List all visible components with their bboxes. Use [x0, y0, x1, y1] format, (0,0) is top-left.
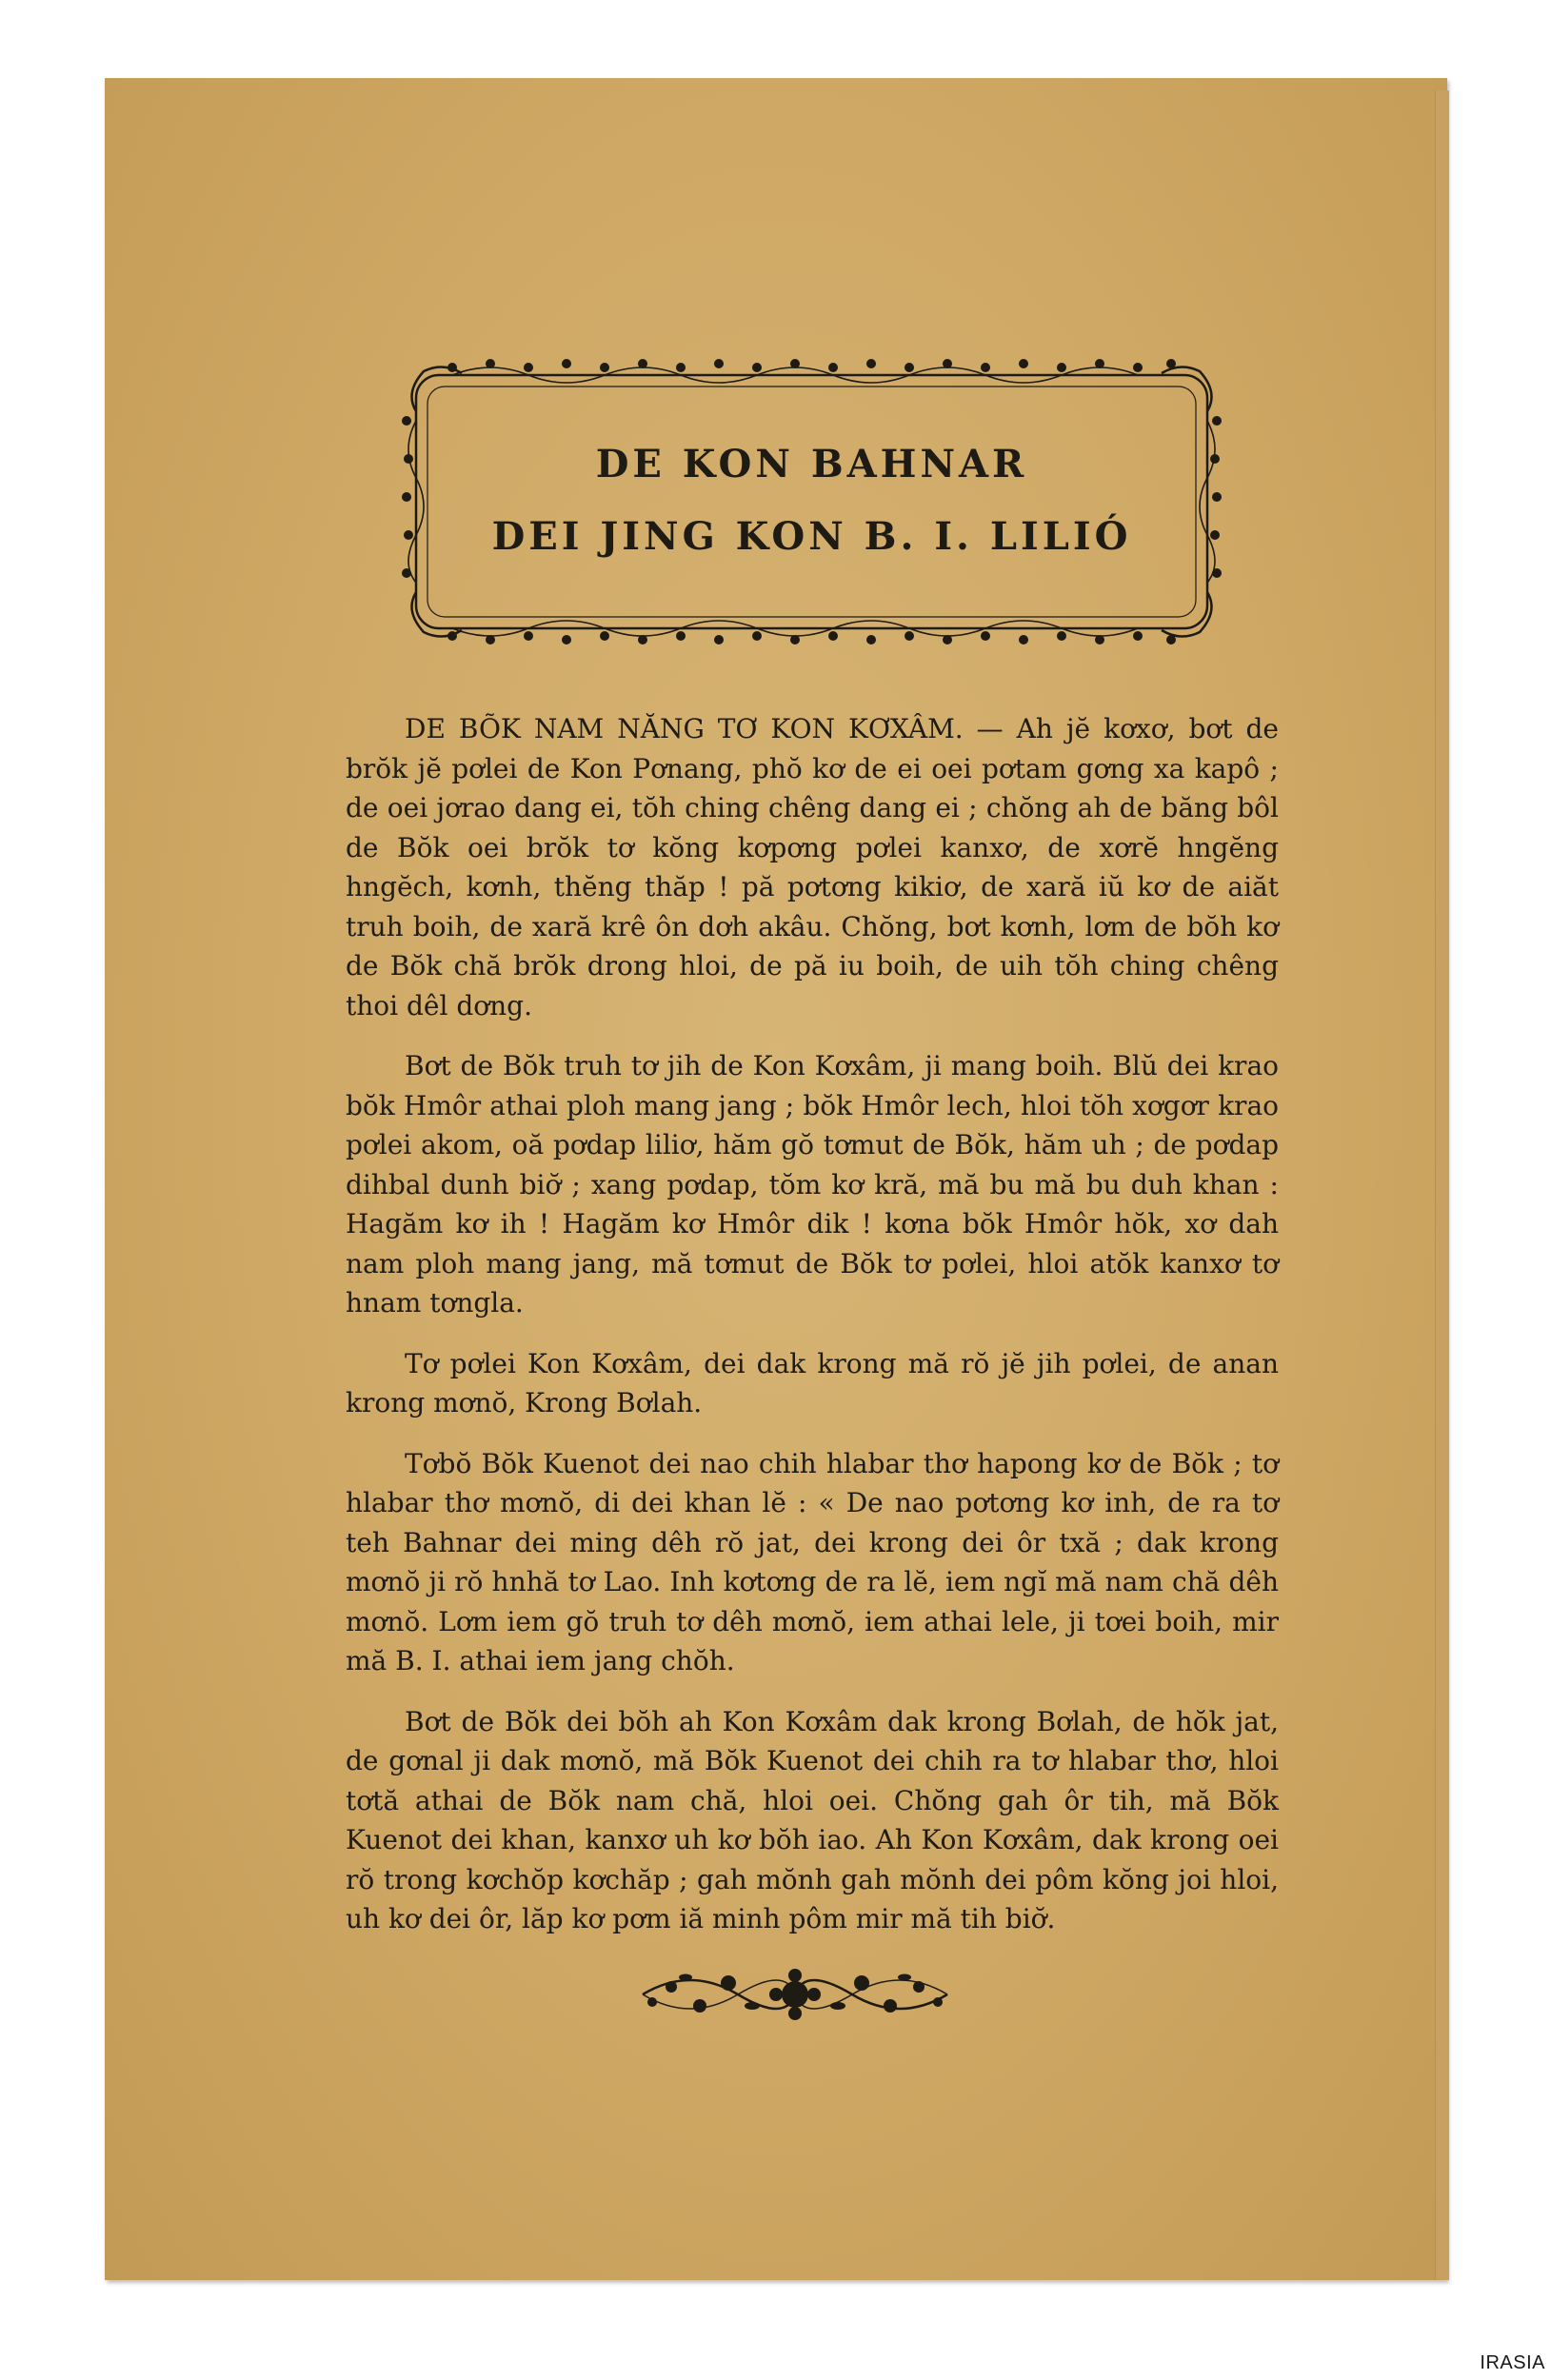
floral-ornament: [633, 1956, 957, 2033]
article-body: [346, 709, 1279, 1960]
floral-vignette-icon: [633, 1956, 957, 2033]
watermark-label: IRASIA: [1480, 2352, 1545, 2373]
page-edge: [1435, 90, 1449, 2280]
title-cartouche: [395, 354, 1228, 649]
paragraph: Tơbŏ Bŏk Kuenot dei nao chih hlabar thơ hapong kơ de Bŏk ; tơ hlabar thơ mơnŏ, di dei khan lĕ : « De nao pơtơng kơ inh, de ra tơ teh Bahnar dei ming dêh rŏ jat, dei krong dei ôr txă ; dak krong mơnŏ ji rŏ hnhă tơ Lao. Inh kơtơng de ra lĕ, iem ngĭ mă nam chă dêh mơnŏ. Lơm iem gŏ truh tơ dêh mơnŏ, iem athai lele, ji tơei boih, mir mă B. I. athai iem jang chŏh.: [346, 1447, 1279, 1676]
paragraph: Tơ pơlei Kon Kơxâm, dei dak krong mă rŏ jĕ jih pơlei, de anan krong mơnŏ, Krong Bơlah.: [346, 1347, 1279, 1418]
floral-frame-icon: [395, 354, 1228, 649]
title-line-1: DE KON BAHNAR: [595, 442, 1028, 486]
title-line-2: DEI JING KON B. I. LILIÓ: [491, 514, 1132, 559]
paragraph: Bơt de Bŏk dei bŏh ah Kon Kơxâm dak krong Bơlah, de hŏk jat, de gơnal ji dak mơnŏ, mă Bŏk Kuenot dei chih ra tơ hlabar thơ, hloi tơtă athai de Bŏk nam chă, hloi oei. Chŏng gah ôr tih, mă Bŏk Kuenot dei khan, kanxơ uh kơ bŏh iao. Ah Kon Kơxâm, dak krong oei rŏ trong kơchŏp kơchăp ; gah mŏnh gah mŏnh dei pôm kŏng joi hloi, uh kơ dei ôr, lăp kơ pơm iă minh pôm mir mă tih biơ̆.: [346, 1705, 1279, 1934]
paragraph: DE BÕK NAM NĂNG TƠ KON KƠXÂM. — Ah jĕ kơxơ, bơt de brŏk jĕ pơlei de Kon Pơnang, phŏ kơ de ei oei pơtam gơng xa kapô ; de oei jơrao dang ei, tŏh ching chêng dang ei ; chŏng ah de băng bôl de Bŏk oei brŏk tơ kŏng kơpơng pơlei kanxơ, de xơrĕ hngĕng hngĕch, kơnh, thĕng thăp ! pă pơtơng kikiơ, de xară iŭ kơ de aiăt truh boih, de xară krê ôn dơh akâu. Chŏng, bơt kơnh, lơm de bŏh kơ de Bŏk chă brŏk drong hloi, de pă iu boih, de uih tŏh ching chêng thoi dêl dơng.: [346, 713, 1279, 1021]
paragraph: Bơt de Bŏk truh tơ jih de Kon Kơxâm, ji mang boih. Blŭ dei krao bŏk Hmôr athai ploh mang jang ; bŏk Hmôr lech, hloi tŏh xơgơr krao pơlei akom, oă pơdap liliơ, hăm gŏ tơmut de Bŏk, hăm uh ; de pơdap dihbal dunh biơ̆ ; xang pơdap, tŏm kơ kră, mă bu mă bu duh khan : Hagăm kơ ih ! Hagăm kơ Hmôr dik ! kơna bŏk Hmôr hŏk, xơ dah nam ploh mang jang, mă tơmut de Bŏk tơ pơlei, hloi atŏk kanxơ tơ hnam tơngla.: [346, 1050, 1279, 1319]
